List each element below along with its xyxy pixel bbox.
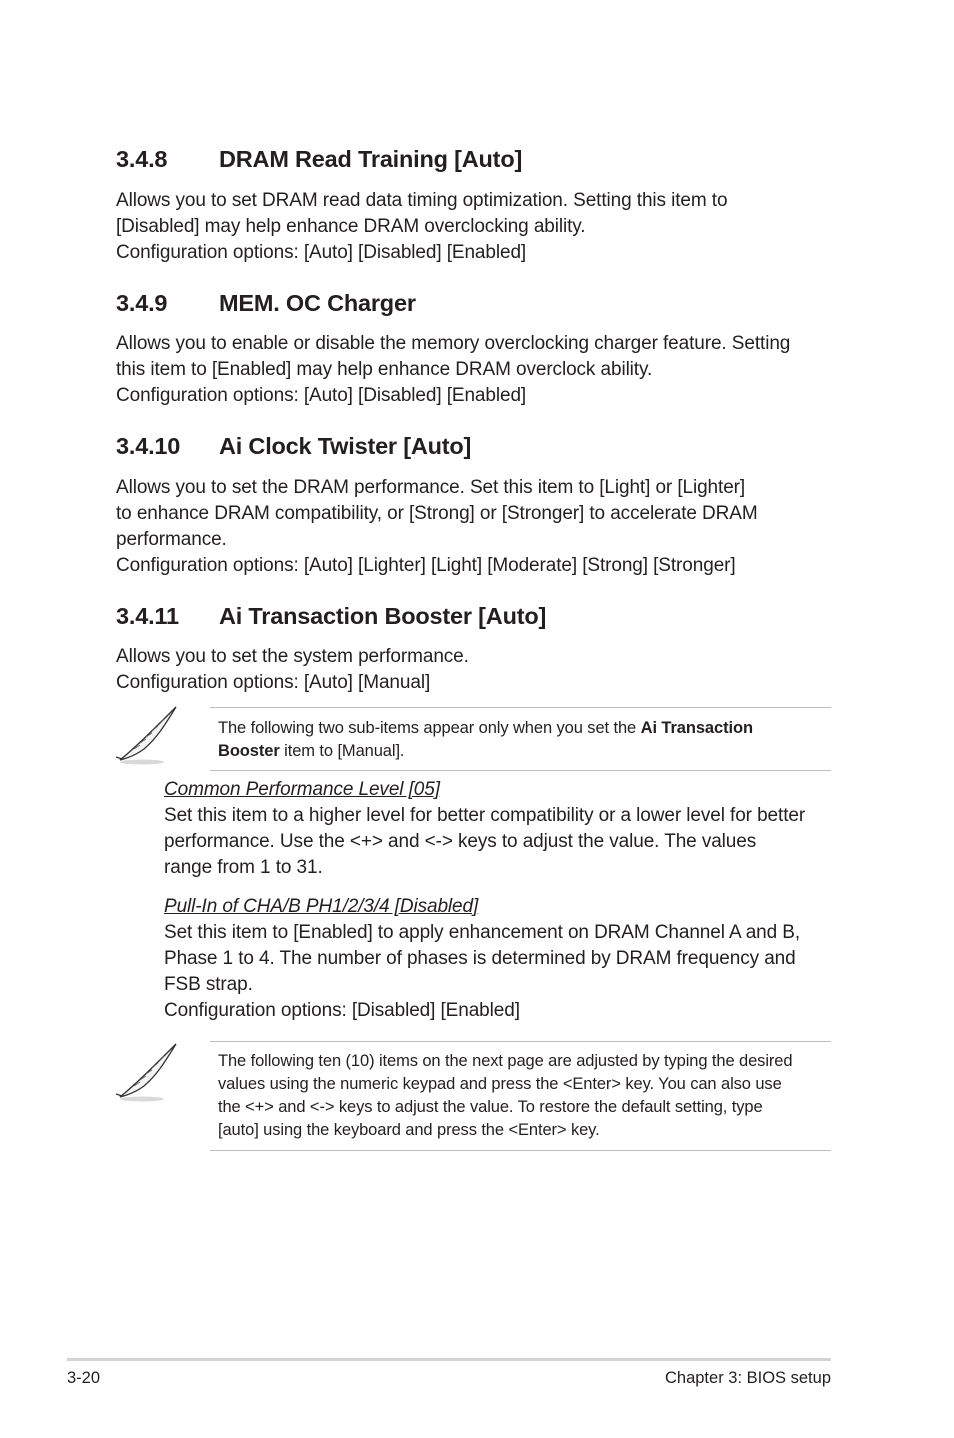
section-heading-3-4-11 (116, 602, 546, 630)
body-line: Set this item to a higher level for better compatibility or a lower level for better (164, 805, 806, 826)
body-line: Configuration options: [Disabled] [Enabled] (164, 1000, 520, 1021)
note-text-run: item to [Manual]. (279, 742, 405, 760)
section-title: MEM. OC Charger (219, 290, 416, 316)
section-body-3-4-9 (116, 331, 790, 409)
subitem-title: Common Performance Level [05] (164, 779, 440, 800)
note-emphasis: Ai Transaction (640, 719, 753, 737)
section-title: Ai Transaction Booster [Auto] (219, 603, 547, 629)
body-line: Allows you to set DRAM read data timing optimization. Setting this item to (116, 190, 728, 211)
note-box-1 (210, 707, 831, 771)
body-line: range from 1 to 31. (164, 857, 323, 878)
section-number: 3.4.9 (116, 290, 168, 316)
body-line: [Disabled] may help enhance DRAM overclocking ability. (116, 216, 586, 237)
subitem-pull-in (164, 894, 800, 1024)
note-line: values using the numeric keypad and press the <Enter> key. You can also use (218, 1075, 782, 1093)
note-line: [auto] using the keyboard and press the <Enter> key. (218, 1121, 600, 1139)
section-number: 3.4.8 (116, 146, 168, 172)
section-body-3-4-10 (116, 475, 758, 579)
body-line: Phase 1 to 4. The number of phases is determined by DRAM frequency and (164, 948, 796, 969)
body-line: Set this item to [Enabled] to apply enhancement on DRAM Channel A and B, (164, 922, 801, 943)
note-emphasis: Booster (218, 742, 280, 760)
note-text (210, 1042, 831, 1142)
section-body-3-4-8 (116, 188, 727, 266)
body-line: to enhance DRAM compatibility, or [Strong] or [Stronger] to accelerate DRAM (116, 503, 758, 524)
body-line: Allows you to enable or disable the memory overclocking charger feature. Setting (116, 333, 791, 354)
note-text (210, 708, 831, 763)
section-body-3-4-11 (116, 644, 469, 696)
section-number: 3.4.10 (116, 433, 181, 459)
body-line: Configuration options: [Auto] [Disabled] [Enabled] (116, 242, 527, 263)
section-number: 3.4.11 (116, 603, 179, 629)
note-line: The following ten (10) items on the next page are adjusted by typing the desired (218, 1052, 793, 1070)
body-line: Allows you to set the DRAM performance. Set this item to [Light] or [Lighter] (116, 477, 746, 498)
body-line: Configuration options: [Auto] [Disabled] [Enabled] (116, 385, 527, 406)
page-number: 3-20 (67, 1369, 101, 1387)
note-text-run: The following two sub-items appear only when you set the (218, 719, 641, 737)
subitem-common-performance-level (164, 777, 805, 881)
body-line: Configuration options: [Auto] [Manual] (116, 672, 431, 693)
body-line: Configuration options: [Auto] [Lighter] [Light] [Moderate] [Strong] [Stronger] (116, 555, 736, 576)
body-line: this item to [Enabled] may help enhance DRAM overclock ability. (116, 359, 653, 380)
chapter-label: Chapter 3: BIOS setup (664, 1369, 831, 1387)
body-line: performance. Use the <+> and <-> keys to adjust the value. The values (164, 831, 757, 852)
section-heading-3-4-9 (116, 289, 416, 317)
body-line: FSB strap. (164, 974, 253, 995)
note-box-2 (210, 1041, 831, 1151)
quill-note-icon (114, 1042, 180, 1104)
section-title: DRAM Read Training [Auto] (219, 146, 523, 172)
subitem-title: Pull-In of CHA/B PH1/2/3/4 [Disabled] (164, 896, 479, 917)
footer-divider (67, 1358, 831, 1361)
note-line: the <+> and <-> keys to adjust the value. To restore the default setting, type (218, 1098, 763, 1116)
body-line: performance. (116, 529, 227, 550)
body-line: Allows you to set the system performance. (116, 646, 469, 667)
section-heading-3-4-8 (116, 145, 522, 173)
section-heading-3-4-10 (116, 432, 471, 460)
quill-note-icon (114, 705, 180, 767)
section-title: Ai Clock Twister [Auto] (219, 433, 472, 459)
